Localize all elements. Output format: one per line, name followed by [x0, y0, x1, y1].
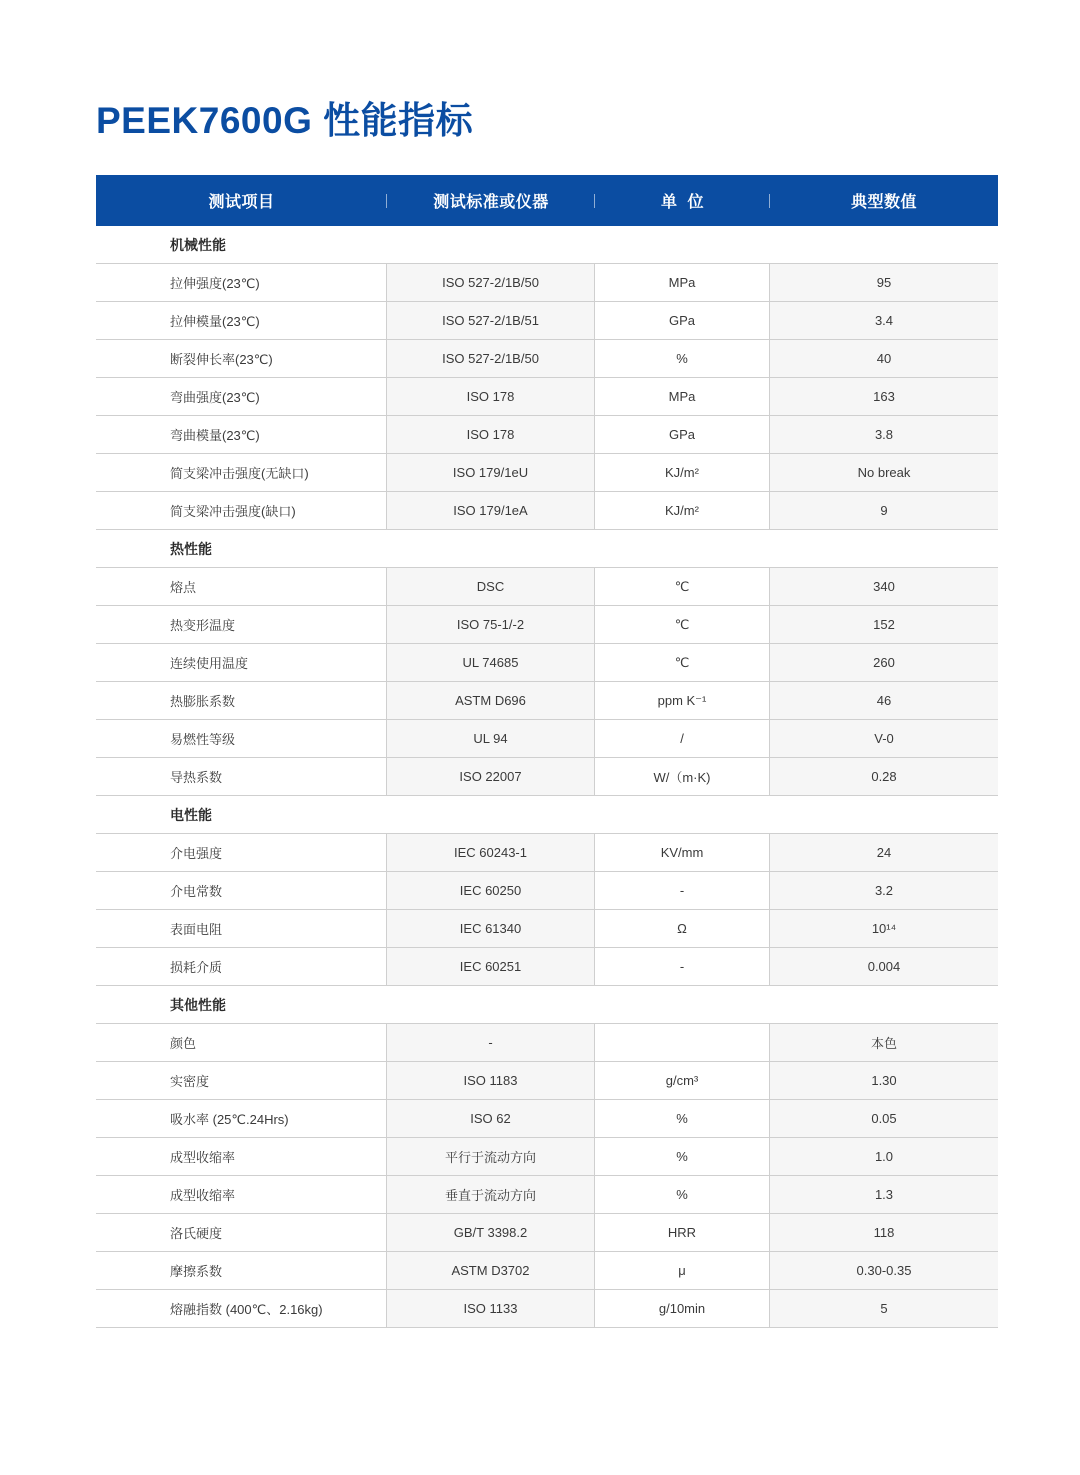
row-unit: MPa [595, 378, 770, 415]
row-unit: - [595, 872, 770, 909]
table-header [96, 175, 998, 226]
row-test-standard: ISO 1183 [387, 1062, 595, 1099]
row-unit: % [595, 1176, 770, 1213]
row-unit: KV/mm [595, 834, 770, 871]
row-unit: / [595, 720, 770, 757]
row-test-item: 熔融指数 (400℃、2.16kg) [96, 1290, 387, 1327]
row-test-item: 导热系数 [96, 758, 387, 795]
row-test-item: 弯曲强度(23℃) [96, 378, 387, 415]
row-test-item: 颜色 [96, 1024, 387, 1061]
row-test-item: 简支梁冲击强度(缺口) [96, 492, 387, 529]
row-typical-value: 1.0 [770, 1138, 998, 1175]
table-body [96, 226, 998, 1328]
row-test-standard: ASTM D3702 [387, 1252, 595, 1289]
row-typical-value: 0.004 [770, 948, 998, 985]
table-row [96, 264, 998, 302]
row-test-standard: IEC 61340 [387, 910, 595, 947]
row-typical-value: 118 [770, 1214, 998, 1251]
table-row [96, 1252, 998, 1290]
row-test-item: 热变形温度 [96, 606, 387, 643]
row-test-standard: ISO 178 [387, 416, 595, 453]
row-unit: % [595, 340, 770, 377]
table-row [96, 872, 998, 910]
header-typical-value: 典型数值 [850, 194, 917, 211]
row-typical-value: 340 [770, 568, 998, 605]
row-test-standard: ISO 179/1eU [387, 454, 595, 491]
row-unit: ℃ [595, 568, 770, 605]
table-row [96, 1024, 998, 1062]
table-row [96, 644, 998, 682]
row-test-item: 拉伸模量(23℃) [96, 302, 387, 339]
row-test-standard: ISO 22007 [387, 758, 595, 795]
row-typical-value: 1.3 [770, 1176, 998, 1213]
table-row [96, 682, 998, 720]
row-test-standard: DSC [387, 568, 595, 605]
row-test-standard: ISO 527-2/1B/50 [387, 340, 595, 377]
table-row [96, 758, 998, 796]
table-row [96, 948, 998, 986]
row-test-standard: UL 74685 [387, 644, 595, 681]
row-test-standard: - [387, 1024, 595, 1061]
spec-table [96, 175, 998, 1328]
row-unit: KJ/m² [595, 492, 770, 529]
row-unit: MPa [595, 264, 770, 301]
row-test-item: 断裂伸长率(23℃) [96, 340, 387, 377]
row-typical-value: 3.8 [770, 416, 998, 453]
row-typical-value: 3.4 [770, 302, 998, 339]
row-typical-value: 163 [770, 378, 998, 415]
row-test-item: 简支梁冲击强度(无缺口) [96, 454, 387, 491]
row-test-item: 弯曲模量(23℃) [96, 416, 387, 453]
row-test-standard: ISO 1133 [387, 1290, 595, 1327]
section-heading: 电性能 [96, 796, 998, 834]
row-unit [595, 1024, 770, 1061]
row-test-item: 成型收缩率 [96, 1176, 387, 1213]
row-test-standard: IEC 60243-1 [387, 834, 595, 871]
row-typical-value: No break [770, 454, 998, 491]
row-test-standard: ISO 179/1eA [387, 492, 595, 529]
row-typical-value: 5 [770, 1290, 998, 1327]
row-test-item: 实密度 [96, 1062, 387, 1099]
row-test-standard: 垂直于流动方向 [387, 1176, 595, 1213]
row-typical-value: 40 [770, 340, 998, 377]
section-heading: 热性能 [96, 530, 998, 568]
row-unit: μ [595, 1252, 770, 1289]
row-typical-value: 10¹⁴ [770, 910, 998, 947]
table-row [96, 834, 998, 872]
row-test-standard: GB/T 3398.2 [387, 1214, 595, 1251]
row-typical-value: 152 [770, 606, 998, 643]
row-unit: % [595, 1138, 770, 1175]
table-row [96, 492, 998, 530]
row-typical-value: 本色 [770, 1024, 998, 1061]
table-row [96, 340, 998, 378]
row-unit: Ω [595, 910, 770, 947]
header-unit: 单 位 [595, 175, 770, 226]
row-unit: ℃ [595, 606, 770, 643]
header-test-item: 测试项目 [96, 175, 387, 226]
table-row [96, 1100, 998, 1138]
row-typical-value: 3.2 [770, 872, 998, 909]
row-typical-value: 24 [770, 834, 998, 871]
table-row [96, 1290, 998, 1328]
table-row [96, 454, 998, 492]
row-test-standard: ISO 62 [387, 1100, 595, 1137]
header-test-standard: 测试标准或仪器 [387, 175, 595, 226]
table-row [96, 378, 998, 416]
row-typical-value: 1.30 [770, 1062, 998, 1099]
row-test-item: 介电强度 [96, 834, 387, 871]
table-row [96, 1214, 998, 1252]
section-heading: 机械性能 [96, 226, 998, 264]
row-test-item: 成型收缩率 [96, 1138, 387, 1175]
row-typical-value: 0.28 [770, 758, 998, 795]
table-row [96, 606, 998, 644]
table-row [96, 1062, 998, 1100]
row-test-item: 连续使用温度 [96, 644, 387, 681]
row-test-standard: ISO 527-2/1B/51 [387, 302, 595, 339]
row-typical-value: 46 [770, 682, 998, 719]
table-row [96, 720, 998, 758]
row-typical-value: 260 [770, 644, 998, 681]
page-title: PEEK7600G 性能指标 [96, 100, 474, 141]
row-typical-value: 9 [770, 492, 998, 529]
table-row [96, 568, 998, 606]
table-row [96, 302, 998, 340]
table-row [96, 416, 998, 454]
row-test-standard: IEC 60250 [387, 872, 595, 909]
row-unit: KJ/m² [595, 454, 770, 491]
row-test-standard: 平行于流动方向 [387, 1138, 595, 1175]
row-test-item: 摩擦系数 [96, 1252, 387, 1289]
row-typical-value: V-0 [770, 720, 998, 757]
table-row [96, 1176, 998, 1214]
row-test-standard: UL 94 [387, 720, 595, 757]
row-test-standard: ISO 527-2/1B/50 [387, 264, 595, 301]
row-test-item: 热膨胀系数 [96, 682, 387, 719]
row-test-item: 拉伸强度(23℃) [96, 264, 387, 301]
row-unit: ℃ [595, 644, 770, 681]
section-heading: 其他性能 [96, 986, 998, 1024]
row-test-item: 介电常数 [96, 872, 387, 909]
row-unit: GPa [595, 416, 770, 453]
table-row [96, 1138, 998, 1176]
row-test-item: 洛氏硬度 [96, 1214, 387, 1251]
row-unit: g/10min [595, 1290, 770, 1327]
row-typical-value: 95 [770, 264, 998, 301]
row-unit: GPa [595, 302, 770, 339]
row-test-standard: ISO 75-1/-2 [387, 606, 595, 643]
row-unit: % [595, 1100, 770, 1137]
row-unit: ppm K⁻¹ [595, 682, 770, 719]
row-test-item: 易燃性等级 [96, 720, 387, 757]
row-test-item: 损耗介质 [96, 948, 387, 985]
row-test-standard: IEC 60251 [387, 948, 595, 985]
row-test-item: 熔点 [96, 568, 387, 605]
table-row [96, 910, 998, 948]
row-unit: HRR [595, 1214, 770, 1251]
row-unit: - [595, 948, 770, 985]
row-test-standard: ASTM D696 [387, 682, 595, 719]
row-typical-value: 0.05 [770, 1100, 998, 1137]
row-typical-value: 0.30-0.35 [770, 1252, 998, 1289]
row-test-item: 吸水率 (25℃.24Hrs) [96, 1100, 387, 1137]
row-unit: W/（m·K) [595, 758, 770, 795]
row-test-standard: ISO 178 [387, 378, 595, 415]
row-test-item: 表面电阻 [96, 910, 387, 947]
row-unit: g/cm³ [595, 1062, 770, 1099]
